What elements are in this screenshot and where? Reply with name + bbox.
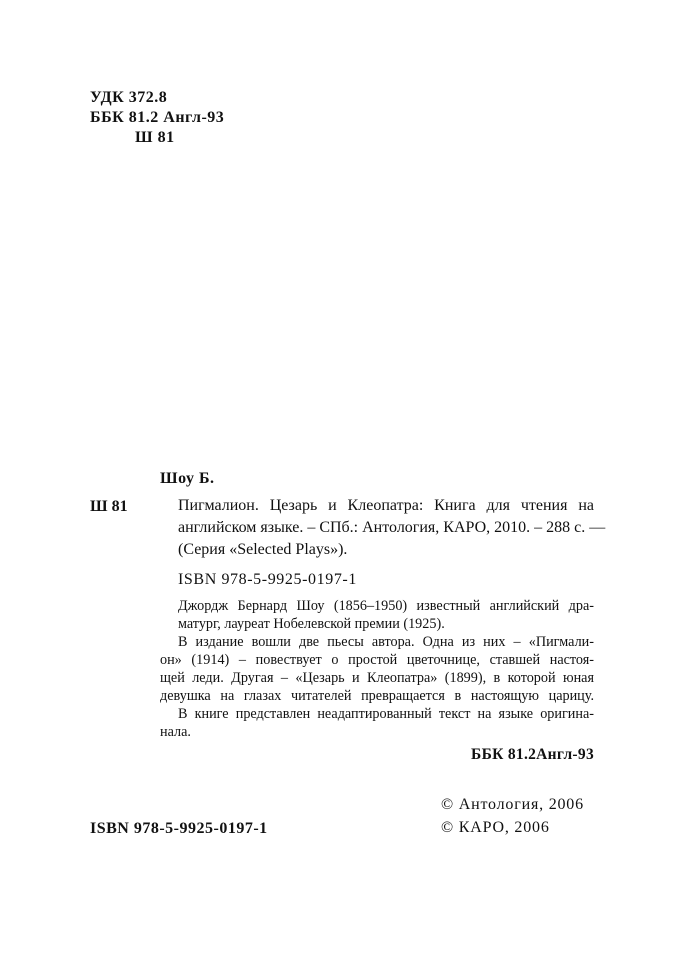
author-name: Шоу Б. [160,470,215,487]
title-line-3: (Серия «Selected Plays»). [178,541,348,558]
annotation-line: он» (1914) – повествует о простой цветочнице, ставшей настоя- [160,652,594,668]
annotation-line: щей леди. Другая – «Цезарь и Клеопатра» (1899), в которой юная [160,670,594,686]
copyright-anthology: © Антология, 2006 [441,796,584,813]
udk-code: УДК 372.8 [90,89,168,106]
author-mark-code: Ш 81 [135,129,175,146]
annotation-line: матург, лауреат Нобелевской премии (1925). [178,616,445,632]
copyright-karo: © КАРО, 2006 [441,819,550,836]
annotation-line: нала. [160,724,191,740]
title-line-2: английском языке. – СПб.: Антология, КАРО, 2010. – 288 с. — [178,519,606,536]
annotation-line: девушка на глазах читателей превращается в настоящую царицу. [160,688,594,704]
annotation-line: В издание вошли две пьесы автора. Одна из них – «Пигмали- [178,634,594,650]
entry-isbn: ISBN 978-5-9925-0197-1 [178,571,357,588]
title-line-1: Пигмалион. Цезарь и Клеопатра: Книга для чтения на [178,497,594,514]
annotation-line: Джордж Бернард Шоу (1856–1950) известный английский дра- [178,598,594,614]
annotation-line: В книге представлен неадаптированный текст на языке оригина- [178,706,594,722]
entry-author-mark: Ш 81 [90,498,128,515]
bbk-code: ББК 81.2 Англ-93 [90,109,225,126]
annotation-bbk: ББК 81.2Англ-93 [471,746,594,763]
footer-isbn: ISBN 978-5-9925-0197-1 [90,820,268,837]
